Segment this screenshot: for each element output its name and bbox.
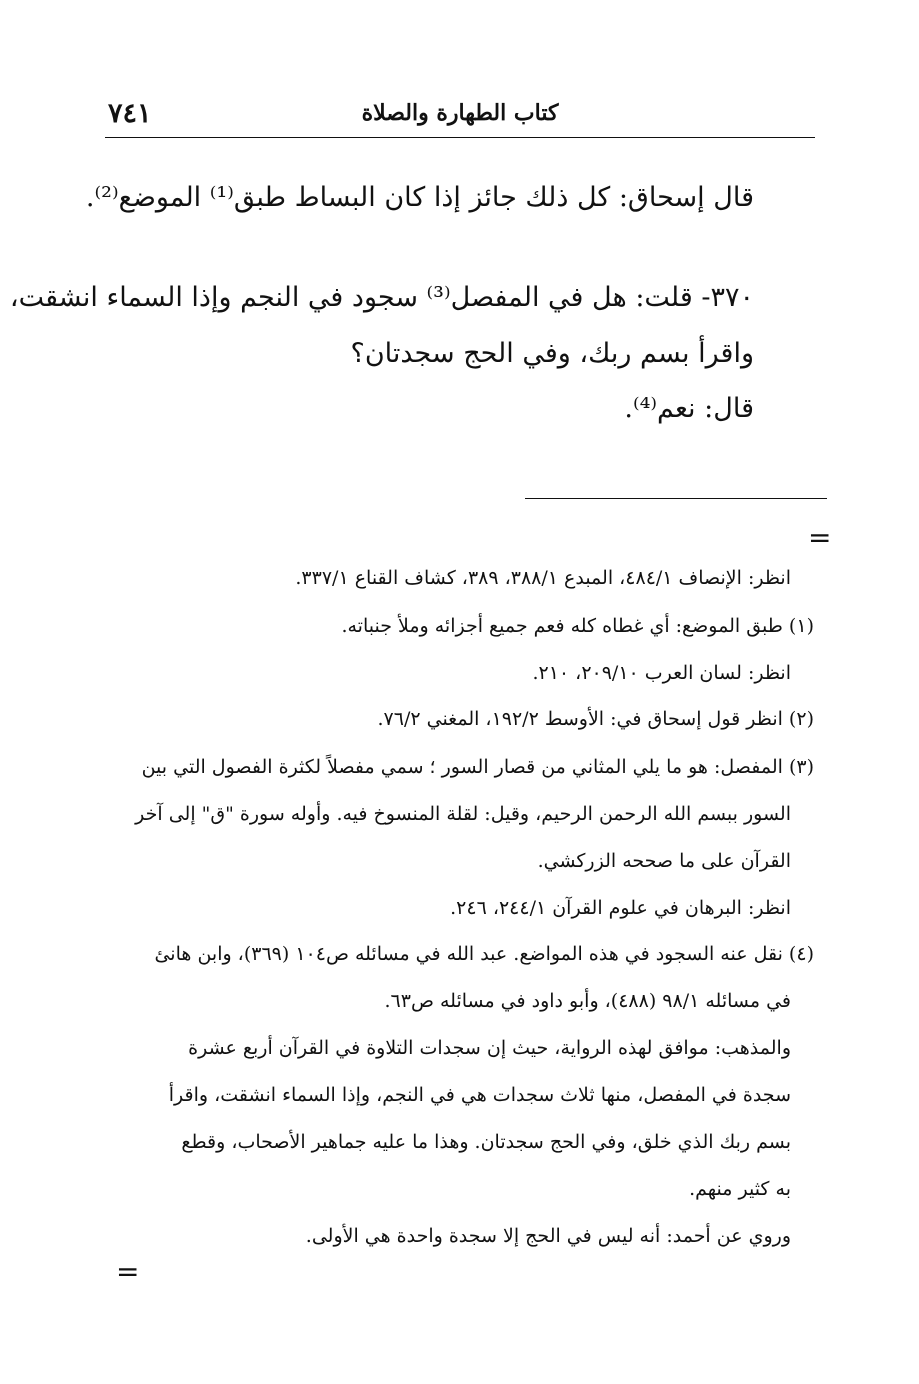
running-title: كتاب الطهارة والصلاة [361, 100, 559, 126]
footnote-separator [525, 498, 827, 499]
question-370-line-1: ٣٧٠- قلت: هل في المفصل⁽³⁾ سجود في النجم وإذا السماء انشقت، [9, 282, 754, 313]
footnote-3: (٣) المفصل: هو ما يلي المثاني من قصار السور ؛ سمي مفصلاً لكثرة الفصول التي بين [141, 756, 814, 778]
footnote-3-line-4: انظر: البرهان في علوم القرآن ٢٤٤/١، ٢٤٦. [450, 897, 791, 919]
footnote-4-line-7: وروي عن أحمد: أنه ليس في الحج إلا سجدة واحدة هي الأولى. [305, 1225, 791, 1247]
footnote-4-line-3: والمذهب: موافق لهذه الرواية، حيث إن سجدات التلاوة في القرآن أربع عشرة [188, 1037, 791, 1059]
question-370-line-2: واقرأ بسم ربك، وفي الحج سجدتان؟ [350, 338, 754, 369]
footnote-3-line-2: السور ببسم الله الرحمن الرحيم، وقيل: لقلة المنسوخ فيه. وأوله سورة "ق" إلى آخر [135, 803, 791, 825]
page-number: ٧٤١ [108, 98, 152, 129]
answer-370: قال: نعم⁽⁴⁾. [624, 393, 754, 424]
continuation-mark-bottom: = [116, 1255, 140, 1288]
footnote-4-line-5: بسم ربك الذي خلق، وفي الحج سجدتان. وهذا ما عليه جماهير الأصحاب، وقطع [181, 1131, 791, 1153]
header-rule [105, 137, 815, 138]
main-text-line: قال إسحاق: كل ذلك جائز إذا كان البساط طبق⁽¹⁾ الموضع⁽²⁾. [85, 182, 754, 213]
footnote-2: (٢) انظر قول إسحاق في: الأوسط ١٩٢/٢، المغني ٧٦/٢. [377, 708, 814, 730]
footnote-1-line-2: انظر: لسان العرب ٢٠٩/١٠، ٢١٠. [532, 662, 791, 684]
continuation-mark-top: = [808, 521, 832, 554]
footnote-1: (١) طبق الموضع: أي غطاه كله فعم جميع أجزائه وملأ جنباته. [341, 615, 814, 637]
footnote-4-line-6: به كثير منهم. [689, 1178, 791, 1200]
footnote-4-line-2: في مسائله ٩٨/١ (٤٨٨)، وأبو داود في مسائله ص٦٣. [384, 990, 791, 1012]
footnote-3-line-3: القرآن على ما صححه الزركشي. [537, 850, 791, 872]
footnote-prev-continuation: انظر: الإنصاف ٤٨٤/١، المبدع ٣٨٨/١، ٣٨٩، كشاف القناع ٣٣٧/١. [295, 567, 791, 589]
footnote-4: (٤) نقل عنه السجود في هذه المواضع. عبد الله في مسائله ص١٠٤ (٣٦٩)، وابن هانئ [154, 943, 814, 965]
footnote-4-line-4: سجدة في المفصل، منها ثلاث سجدات هي في النجم، وإذا السماء انشقت، واقرأ [168, 1084, 791, 1106]
